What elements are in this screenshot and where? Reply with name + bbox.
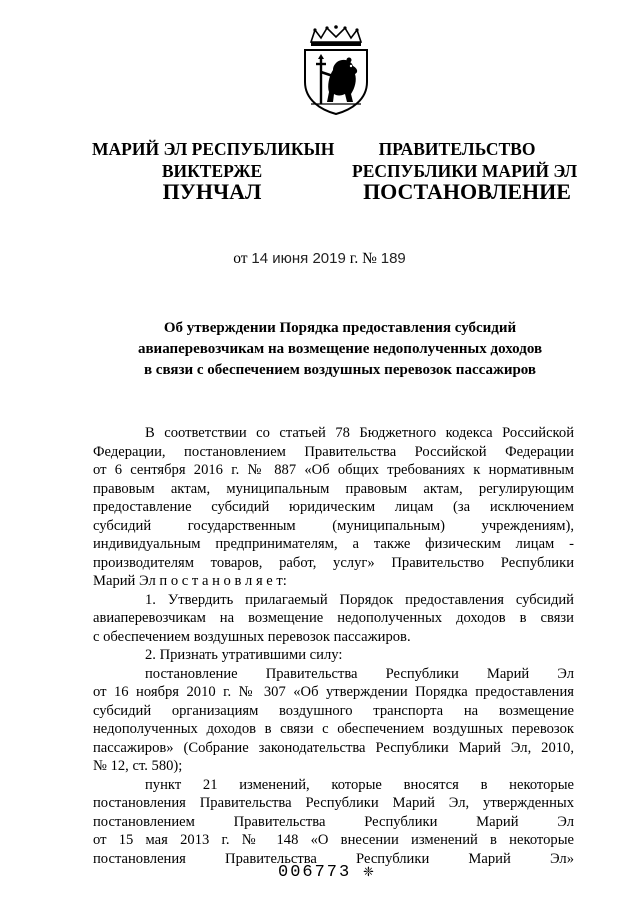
date-number-label: г. № [349,250,377,267]
body-line: индивидуальным предпринимателям, а также физическим лицам - [93,536,574,552]
header-right-line2: РЕСПУБЛИКИ МАРИЙ ЭЛ [352,161,578,181]
serial-ornament-icon: ❈ [363,864,374,879]
coat-of-arms-emblem [297,24,375,116]
body-line: постановления Правительства Республики Марий Эл» [93,850,574,867]
title-line: в связи с обеспечением воздушных перевозок пассажиров [143,362,537,378]
body-line: субсидий государственным (муниципальным) учреждениям), [93,517,574,534]
body-line: В соответствии со статьей 78 Бюджетного кодекса Российской [145,425,574,441]
body-line: 2. Признать утратившими силу: [145,647,343,663]
body-line: постановления Правительства Республики Марий Эл, утвержденных [93,795,574,811]
body-line: с обеспечением воздушных перевозок пассажиров. [93,628,411,645]
body-line: постановлением Правительства Республики Марий Эл [93,813,574,830]
body-line: Марий Эл п о с т а н о в л я е т: [93,573,287,589]
body-line: производителям товаров, работ, услуг» Правительство Республики [93,554,574,571]
body-line: пункт 21 изменений, которые вносятся в некоторые [145,776,574,793]
date-value: 14 июня 2019 [251,250,346,267]
date-prefix: от [233,250,248,267]
decree-title [80,318,600,381]
body-line: 1. Утвердить прилагаемый Порядок предоставления субсидий [145,591,574,608]
decree-date-line [0,250,639,268]
header-left-line2: ВИКТЕРЖЕ [161,161,263,181]
body-line: от 16 ноября 2010 г. № 307 «Об утверждении Порядка предоставления [93,684,574,700]
decree-body [93,424,574,868]
header-left-block [92,138,335,182]
body-line: № 12, ст. 580); [93,758,183,774]
header-right-line1: ПРАВИТЕЛЬСТВО [378,139,536,159]
header-left-decree-title: ПУНЧАЛ [162,179,262,204]
body-line: пассажиров» (Собрание законодательства Республики Марий Эл, 2010, [93,739,574,756]
header-left-line1: МАРИЙ ЭЛ РЕСПУБЛИКЫН [92,139,335,159]
title-line: Об утверждении Порядка предоставления субсидий [163,320,517,336]
form-serial-number: 006773 [278,863,352,882]
body-line: недополученных доходов в связи с обеспечением воздушных перевозок [93,721,574,737]
body-line: постановление Правительства Республики Марий Эл [145,665,574,682]
decree-number: 189 [380,250,406,267]
body-line: Федерации, постановлением Правительства Российской Федерации [93,443,574,460]
body-line: от 15 мая 2013 г. № 148 «О внесении изменений в некоторые [93,832,574,848]
body-line: субсидий организациям воздушного транспорта на возмещение [93,702,574,719]
header-right-decree-title: ПОСТАНОВЛЕНИЕ [363,179,571,204]
body-line: правовым актам, муниципальным правовым актам, регулирующим [93,480,574,497]
header-right-block [352,138,578,182]
body-line: предоставление субсидий юридическим лицам (за исключением [93,499,574,515]
body-line: авиаперевозчикам на возмещение недополученных доходов в связи [93,610,574,626]
title-line: авиаперевозчикам на возмещение недополученных доходов [137,341,543,357]
body-line: от 6 сентября 2016 г. № 887 «Об общих требованиях к нормативным [93,462,574,478]
